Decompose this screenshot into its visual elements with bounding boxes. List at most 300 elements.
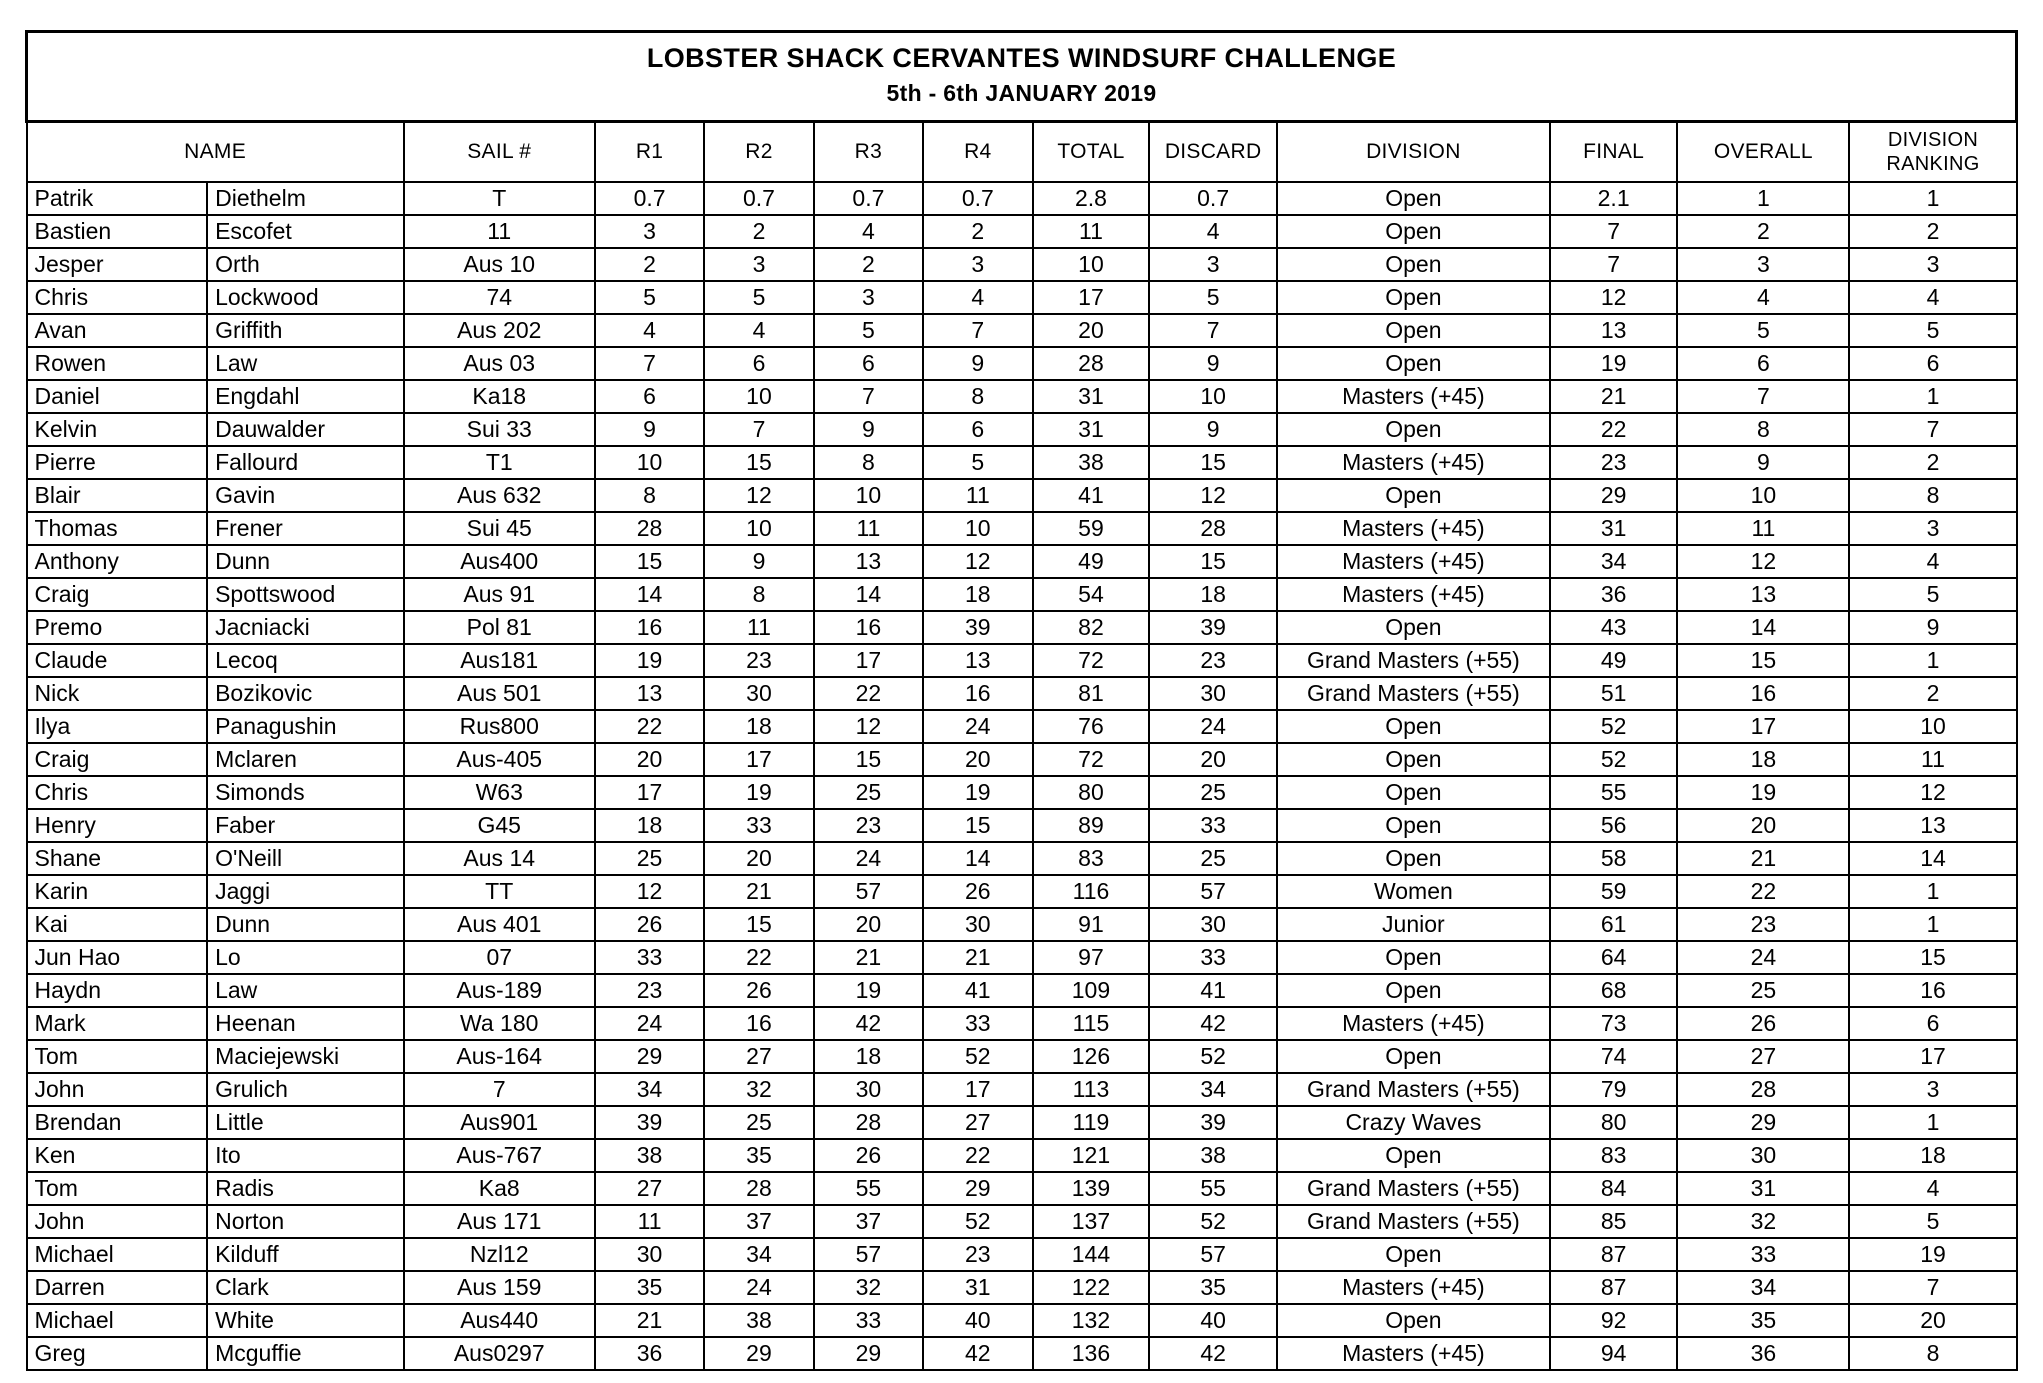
cell-discard: 35: [1149, 1271, 1276, 1304]
cell-overall: 4: [1677, 281, 1849, 314]
cell-total: 137: [1033, 1205, 1150, 1238]
cell-sail-number: Aus-164: [404, 1040, 595, 1073]
cell-r3: 5: [814, 314, 923, 347]
cell-r3: 17: [814, 644, 923, 677]
cell-final: 49: [1550, 644, 1677, 677]
cell-division: Open: [1277, 974, 1550, 1007]
event-dates: 5th - 6th JANUARY 2019: [886, 80, 1157, 107]
cell-division: Masters (+45): [1277, 1271, 1550, 1304]
cell-division-ranking: 3: [1849, 248, 2016, 281]
cell-division-ranking: 10: [1849, 710, 2016, 743]
cell-r3: 57: [814, 875, 923, 908]
cell-first-name: Avan: [27, 314, 208, 347]
table-row: [27, 578, 2017, 611]
cell-r3: 0.7: [814, 182, 923, 215]
column-header-row: [27, 122, 2017, 183]
cell-r1: 33: [595, 941, 704, 974]
cell-r1: 15: [595, 545, 704, 578]
cell-r3: 30: [814, 1073, 923, 1106]
cell-r1: 27: [595, 1172, 704, 1205]
cell-division: Masters (+45): [1277, 1337, 1550, 1370]
cell-r4: 13: [923, 644, 1032, 677]
cell-division-ranking: 7: [1849, 413, 2016, 446]
cell-r4: 40: [923, 1304, 1032, 1337]
table-row: [27, 1073, 2017, 1106]
cell-r4: 42: [923, 1337, 1032, 1370]
results-rows: [27, 182, 2017, 1370]
cell-final: 43: [1550, 611, 1677, 644]
cell-final: 52: [1550, 710, 1677, 743]
cell-final: 73: [1550, 1007, 1677, 1040]
cell-first-name: Thomas: [27, 512, 208, 545]
cell-division-ranking: 8: [1849, 1337, 2016, 1370]
cell-last-name: Faber: [207, 809, 404, 842]
cell-last-name: White: [207, 1304, 404, 1337]
cell-total: 31: [1033, 380, 1150, 413]
cell-first-name: Blair: [27, 479, 208, 512]
cell-sail-number: TT: [404, 875, 595, 908]
cell-division-ranking: 19: [1849, 1238, 2016, 1271]
cell-r3: 29: [814, 1337, 923, 1370]
cell-last-name: Dauwalder: [207, 413, 404, 446]
cell-sail-number: Aus 202: [404, 314, 595, 347]
cell-r3: 4: [814, 215, 923, 248]
cell-overall: 23: [1677, 908, 1849, 941]
cell-r2: 21: [704, 875, 813, 908]
table-row: [27, 512, 2017, 545]
cell-r2: 10: [704, 380, 813, 413]
cell-last-name: Jacniacki: [207, 611, 404, 644]
cell-last-name: Bozikovic: [207, 677, 404, 710]
cell-discard: 20: [1149, 743, 1276, 776]
table-row: [27, 809, 2017, 842]
cell-final: 64: [1550, 941, 1677, 974]
cell-last-name: Norton: [207, 1205, 404, 1238]
table-row: [27, 1172, 2017, 1205]
cell-division-ranking: 1: [1849, 1106, 2016, 1139]
cell-r1: 0.7: [595, 182, 704, 215]
cell-overall: 28: [1677, 1073, 1849, 1106]
cell-r2: 17: [704, 743, 813, 776]
cell-r3: 28: [814, 1106, 923, 1139]
cell-division-ranking: 13: [1849, 809, 2016, 842]
table-row: [27, 710, 2017, 743]
cell-r2: 30: [704, 677, 813, 710]
cell-r2: 18: [704, 710, 813, 743]
cell-r3: 21: [814, 941, 923, 974]
table-row: [27, 677, 2017, 710]
table-row: [27, 347, 2017, 380]
cell-r4: 9: [923, 347, 1032, 380]
cell-last-name: Simonds: [207, 776, 404, 809]
cell-discard: 15: [1149, 545, 1276, 578]
cell-last-name: Escofet: [207, 215, 404, 248]
cell-sail-number: Rus800: [404, 710, 595, 743]
cell-first-name: Anthony: [27, 545, 208, 578]
cell-first-name: Pierre: [27, 446, 208, 479]
cell-r2: 15: [704, 908, 813, 941]
cell-discard: 9: [1149, 413, 1276, 446]
cell-r4: 33: [923, 1007, 1032, 1040]
cell-discard: 3: [1149, 248, 1276, 281]
cell-division-ranking: 20: [1849, 1304, 2016, 1337]
cell-r1: 11: [595, 1205, 704, 1238]
column-header-final: FINAL: [1550, 122, 1677, 183]
cell-discard: 0.7: [1149, 182, 1276, 215]
cell-overall: 34: [1677, 1271, 1849, 1304]
cell-overall: 7: [1677, 380, 1849, 413]
cell-sail-number: Aus-189: [404, 974, 595, 1007]
cell-division: Grand Masters (+55): [1277, 677, 1550, 710]
cell-total: 116: [1033, 875, 1150, 908]
cell-r2: 5: [704, 281, 813, 314]
cell-division-ranking: 11: [1849, 743, 2016, 776]
cell-r4: 11: [923, 479, 1032, 512]
cell-r1: 30: [595, 1238, 704, 1271]
cell-overall: 14: [1677, 611, 1849, 644]
cell-r3: 13: [814, 545, 923, 578]
cell-r4: 0.7: [923, 182, 1032, 215]
cell-last-name: Lo: [207, 941, 404, 974]
cell-final: 34: [1550, 545, 1677, 578]
cell-first-name: Darren: [27, 1271, 208, 1304]
cell-r2: 24: [704, 1271, 813, 1304]
cell-overall: 19: [1677, 776, 1849, 809]
cell-r4: 30: [923, 908, 1032, 941]
cell-overall: 24: [1677, 941, 1849, 974]
cell-overall: 32: [1677, 1205, 1849, 1238]
column-header-overall: OVERALL: [1677, 122, 1849, 183]
cell-final: 92: [1550, 1304, 1677, 1337]
table-row: [27, 908, 2017, 941]
cell-final: 7: [1550, 248, 1677, 281]
cell-final: 74: [1550, 1040, 1677, 1073]
cell-division: Grand Masters (+55): [1277, 1073, 1550, 1106]
cell-first-name: Kelvin: [27, 413, 208, 446]
cell-r4: 2: [923, 215, 1032, 248]
cell-discard: 15: [1149, 446, 1276, 479]
cell-total: 113: [1033, 1073, 1150, 1106]
event-title-cell: [27, 32, 2017, 122]
cell-division: Grand Masters (+55): [1277, 1205, 1550, 1238]
column-header-r1: R1: [595, 122, 704, 183]
cell-r2: 8: [704, 578, 813, 611]
cell-sail-number: 7: [404, 1073, 595, 1106]
cell-r3: 37: [814, 1205, 923, 1238]
cell-first-name: Greg: [27, 1337, 208, 1370]
column-header-r2: R2: [704, 122, 813, 183]
table-row: [27, 1007, 2017, 1040]
cell-total: 109: [1033, 974, 1150, 1007]
cell-overall: 8: [1677, 413, 1849, 446]
cell-last-name: Griffith: [207, 314, 404, 347]
cell-r1: 38: [595, 1139, 704, 1172]
cell-total: 20: [1033, 314, 1150, 347]
cell-discard: 33: [1149, 941, 1276, 974]
cell-sail-number: Aus181: [404, 644, 595, 677]
cell-discard: 25: [1149, 842, 1276, 875]
cell-division: Junior: [1277, 908, 1550, 941]
cell-final: 94: [1550, 1337, 1677, 1370]
cell-r3: 3: [814, 281, 923, 314]
cell-r1: 22: [595, 710, 704, 743]
cell-r1: 29: [595, 1040, 704, 1073]
cell-r2: 10: [704, 512, 813, 545]
cell-overall: 9: [1677, 446, 1849, 479]
cell-r3: 24: [814, 842, 923, 875]
division-ranking-line1: DIVISION: [1887, 128, 1979, 151]
cell-r1: 9: [595, 413, 704, 446]
cell-r4: 20: [923, 743, 1032, 776]
cell-r1: 24: [595, 1007, 704, 1040]
cell-r4: 15: [923, 809, 1032, 842]
cell-r2: 26: [704, 974, 813, 1007]
cell-last-name: Law: [207, 347, 404, 380]
cell-overall: 26: [1677, 1007, 1849, 1040]
cell-total: 2.8: [1033, 182, 1150, 215]
cell-division: Masters (+45): [1277, 512, 1550, 545]
cell-r1: 16: [595, 611, 704, 644]
cell-discard: 30: [1149, 677, 1276, 710]
cell-final: 68: [1550, 974, 1677, 1007]
cell-discard: 42: [1149, 1007, 1276, 1040]
cell-division: Open: [1277, 611, 1550, 644]
cell-division: Open: [1277, 281, 1550, 314]
table-row: [27, 941, 2017, 974]
cell-discard: 57: [1149, 875, 1276, 908]
title-row: [27, 32, 2017, 122]
cell-division: Open: [1277, 1040, 1550, 1073]
cell-first-name: Kai: [27, 908, 208, 941]
cell-total: 121: [1033, 1139, 1150, 1172]
table-row: [27, 413, 2017, 446]
cell-sail-number: Aus-767: [404, 1139, 595, 1172]
cell-sail-number: Aus0297: [404, 1337, 595, 1370]
cell-total: 80: [1033, 776, 1150, 809]
cell-overall: 17: [1677, 710, 1849, 743]
cell-r1: 28: [595, 512, 704, 545]
cell-division-ranking: 4: [1849, 1172, 2016, 1205]
cell-first-name: Brendan: [27, 1106, 208, 1139]
cell-final: 12: [1550, 281, 1677, 314]
cell-r3: 23: [814, 809, 923, 842]
cell-last-name: O'Neill: [207, 842, 404, 875]
cell-sail-number: Aus440: [404, 1304, 595, 1337]
cell-final: 2.1: [1550, 182, 1677, 215]
cell-r4: 5: [923, 446, 1032, 479]
table-row: [27, 182, 2017, 215]
cell-r3: 16: [814, 611, 923, 644]
cell-total: 72: [1033, 743, 1150, 776]
table-row: [27, 743, 2017, 776]
cell-last-name: Mcguffie: [207, 1337, 404, 1370]
cell-overall: 11: [1677, 512, 1849, 545]
cell-overall: 13: [1677, 578, 1849, 611]
cell-sail-number: T1: [404, 446, 595, 479]
cell-overall: 36: [1677, 1337, 1849, 1370]
cell-total: 17: [1033, 281, 1150, 314]
cell-division-ranking: 16: [1849, 974, 2016, 1007]
cell-r3: 18: [814, 1040, 923, 1073]
cell-discard: 7: [1149, 314, 1276, 347]
table-row: [27, 974, 2017, 1007]
cell-r4: 18: [923, 578, 1032, 611]
cell-r3: 32: [814, 1271, 923, 1304]
cell-r4: 10: [923, 512, 1032, 545]
cell-total: 122: [1033, 1271, 1150, 1304]
cell-overall: 25: [1677, 974, 1849, 1007]
cell-discard: 42: [1149, 1337, 1276, 1370]
column-header-division-ranking: [1849, 122, 2016, 183]
table-row: [27, 1238, 2017, 1271]
cell-r3: 19: [814, 974, 923, 1007]
cell-overall: 33: [1677, 1238, 1849, 1271]
cell-r3: 11: [814, 512, 923, 545]
cell-division: Crazy Waves: [1277, 1106, 1550, 1139]
cell-last-name: Spottswood: [207, 578, 404, 611]
cell-division-ranking: 15: [1849, 941, 2016, 974]
cell-r4: 12: [923, 545, 1032, 578]
cell-first-name: Ilya: [27, 710, 208, 743]
cell-r1: 3: [595, 215, 704, 248]
cell-sail-number: 11: [404, 215, 595, 248]
cell-r3: 9: [814, 413, 923, 446]
cell-division-ranking: 5: [1849, 1205, 2016, 1238]
column-header-discard: DISCARD: [1149, 122, 1276, 183]
cell-division-ranking: 9: [1849, 611, 2016, 644]
cell-division: Open: [1277, 314, 1550, 347]
cell-last-name: Fallourd: [207, 446, 404, 479]
cell-division: Open: [1277, 347, 1550, 380]
cell-r2: 0.7: [704, 182, 813, 215]
cell-division: Open: [1277, 743, 1550, 776]
cell-discard: 41: [1149, 974, 1276, 1007]
cell-r1: 36: [595, 1337, 704, 1370]
cell-r4: 41: [923, 974, 1032, 1007]
cell-last-name: Kilduff: [207, 1238, 404, 1271]
cell-final: 22: [1550, 413, 1677, 446]
cell-division-ranking: 1: [1849, 908, 2016, 941]
cell-first-name: Henry: [27, 809, 208, 842]
cell-division-ranking: 18: [1849, 1139, 2016, 1172]
division-ranking-line2: RANKING: [1886, 153, 1980, 175]
table-row: [27, 215, 2017, 248]
cell-overall: 6: [1677, 347, 1849, 380]
cell-discard: 39: [1149, 611, 1276, 644]
cell-division-ranking: 8: [1849, 479, 2016, 512]
cell-total: 136: [1033, 1337, 1150, 1370]
cell-discard: 25: [1149, 776, 1276, 809]
cell-r1: 2: [595, 248, 704, 281]
cell-division-ranking: 2: [1849, 215, 2016, 248]
cell-total: 54: [1033, 578, 1150, 611]
cell-r4: 27: [923, 1106, 1032, 1139]
cell-sail-number: 74: [404, 281, 595, 314]
cell-sail-number: Aus-405: [404, 743, 595, 776]
cell-r2: 3: [704, 248, 813, 281]
cell-last-name: Radis: [207, 1172, 404, 1205]
cell-r2: 19: [704, 776, 813, 809]
cell-r2: 23: [704, 644, 813, 677]
cell-last-name: Little: [207, 1106, 404, 1139]
cell-final: 19: [1550, 347, 1677, 380]
cell-division-ranking: 7: [1849, 1271, 2016, 1304]
cell-discard: 12: [1149, 479, 1276, 512]
cell-r2: 33: [704, 809, 813, 842]
cell-final: 36: [1550, 578, 1677, 611]
cell-last-name: Ito: [207, 1139, 404, 1172]
cell-r1: 39: [595, 1106, 704, 1139]
cell-division: Women: [1277, 875, 1550, 908]
column-header-total: TOTAL: [1033, 122, 1150, 183]
cell-r3: 20: [814, 908, 923, 941]
cell-total: 89: [1033, 809, 1150, 842]
cell-division: Grand Masters (+55): [1277, 1172, 1550, 1205]
cell-discard: 40: [1149, 1304, 1276, 1337]
cell-sail-number: Aus901: [404, 1106, 595, 1139]
cell-total: 31: [1033, 413, 1150, 446]
cell-r4: 52: [923, 1040, 1032, 1073]
table-row: [27, 545, 2017, 578]
cell-last-name: Panagushin: [207, 710, 404, 743]
cell-r1: 12: [595, 875, 704, 908]
cell-total: 119: [1033, 1106, 1150, 1139]
cell-last-name: Diethelm: [207, 182, 404, 215]
cell-total: 38: [1033, 446, 1150, 479]
cell-division: Masters (+45): [1277, 1007, 1550, 1040]
cell-discard: 55: [1149, 1172, 1276, 1205]
cell-total: 83: [1033, 842, 1150, 875]
cell-division-ranking: 3: [1849, 512, 2016, 545]
cell-total: 82: [1033, 611, 1150, 644]
cell-r3: 42: [814, 1007, 923, 1040]
cell-division: Masters (+45): [1277, 545, 1550, 578]
cell-discard: 33: [1149, 809, 1276, 842]
cell-first-name: Nick: [27, 677, 208, 710]
cell-discard: 30: [1149, 908, 1276, 941]
cell-r4: 52: [923, 1205, 1032, 1238]
cell-sail-number: Nzl12: [404, 1238, 595, 1271]
table-row: [27, 479, 2017, 512]
cell-final: 87: [1550, 1238, 1677, 1271]
cell-division-ranking: 4: [1849, 281, 2016, 314]
cell-first-name: Jesper: [27, 248, 208, 281]
cell-r1: 19: [595, 644, 704, 677]
cell-division: Open: [1277, 1139, 1550, 1172]
cell-first-name: Karin: [27, 875, 208, 908]
cell-first-name: Ken: [27, 1139, 208, 1172]
cell-r3: 7: [814, 380, 923, 413]
cell-division-ranking: 12: [1849, 776, 2016, 809]
cell-discard: 9: [1149, 347, 1276, 380]
cell-division: Masters (+45): [1277, 380, 1550, 413]
cell-r1: 6: [595, 380, 704, 413]
table-row: [27, 611, 2017, 644]
cell-r3: 33: [814, 1304, 923, 1337]
cell-division-ranking: 1: [1849, 380, 2016, 413]
table-row: [27, 1304, 2017, 1337]
cell-overall: 15: [1677, 644, 1849, 677]
cell-final: 21: [1550, 380, 1677, 413]
cell-division-ranking: 4: [1849, 545, 2016, 578]
cell-r3: 6: [814, 347, 923, 380]
cell-division: Open: [1277, 842, 1550, 875]
table-row: [27, 248, 2017, 281]
cell-final: 85: [1550, 1205, 1677, 1238]
table-row: [27, 1106, 2017, 1139]
cell-division-ranking: 14: [1849, 842, 2016, 875]
cell-r4: 19: [923, 776, 1032, 809]
